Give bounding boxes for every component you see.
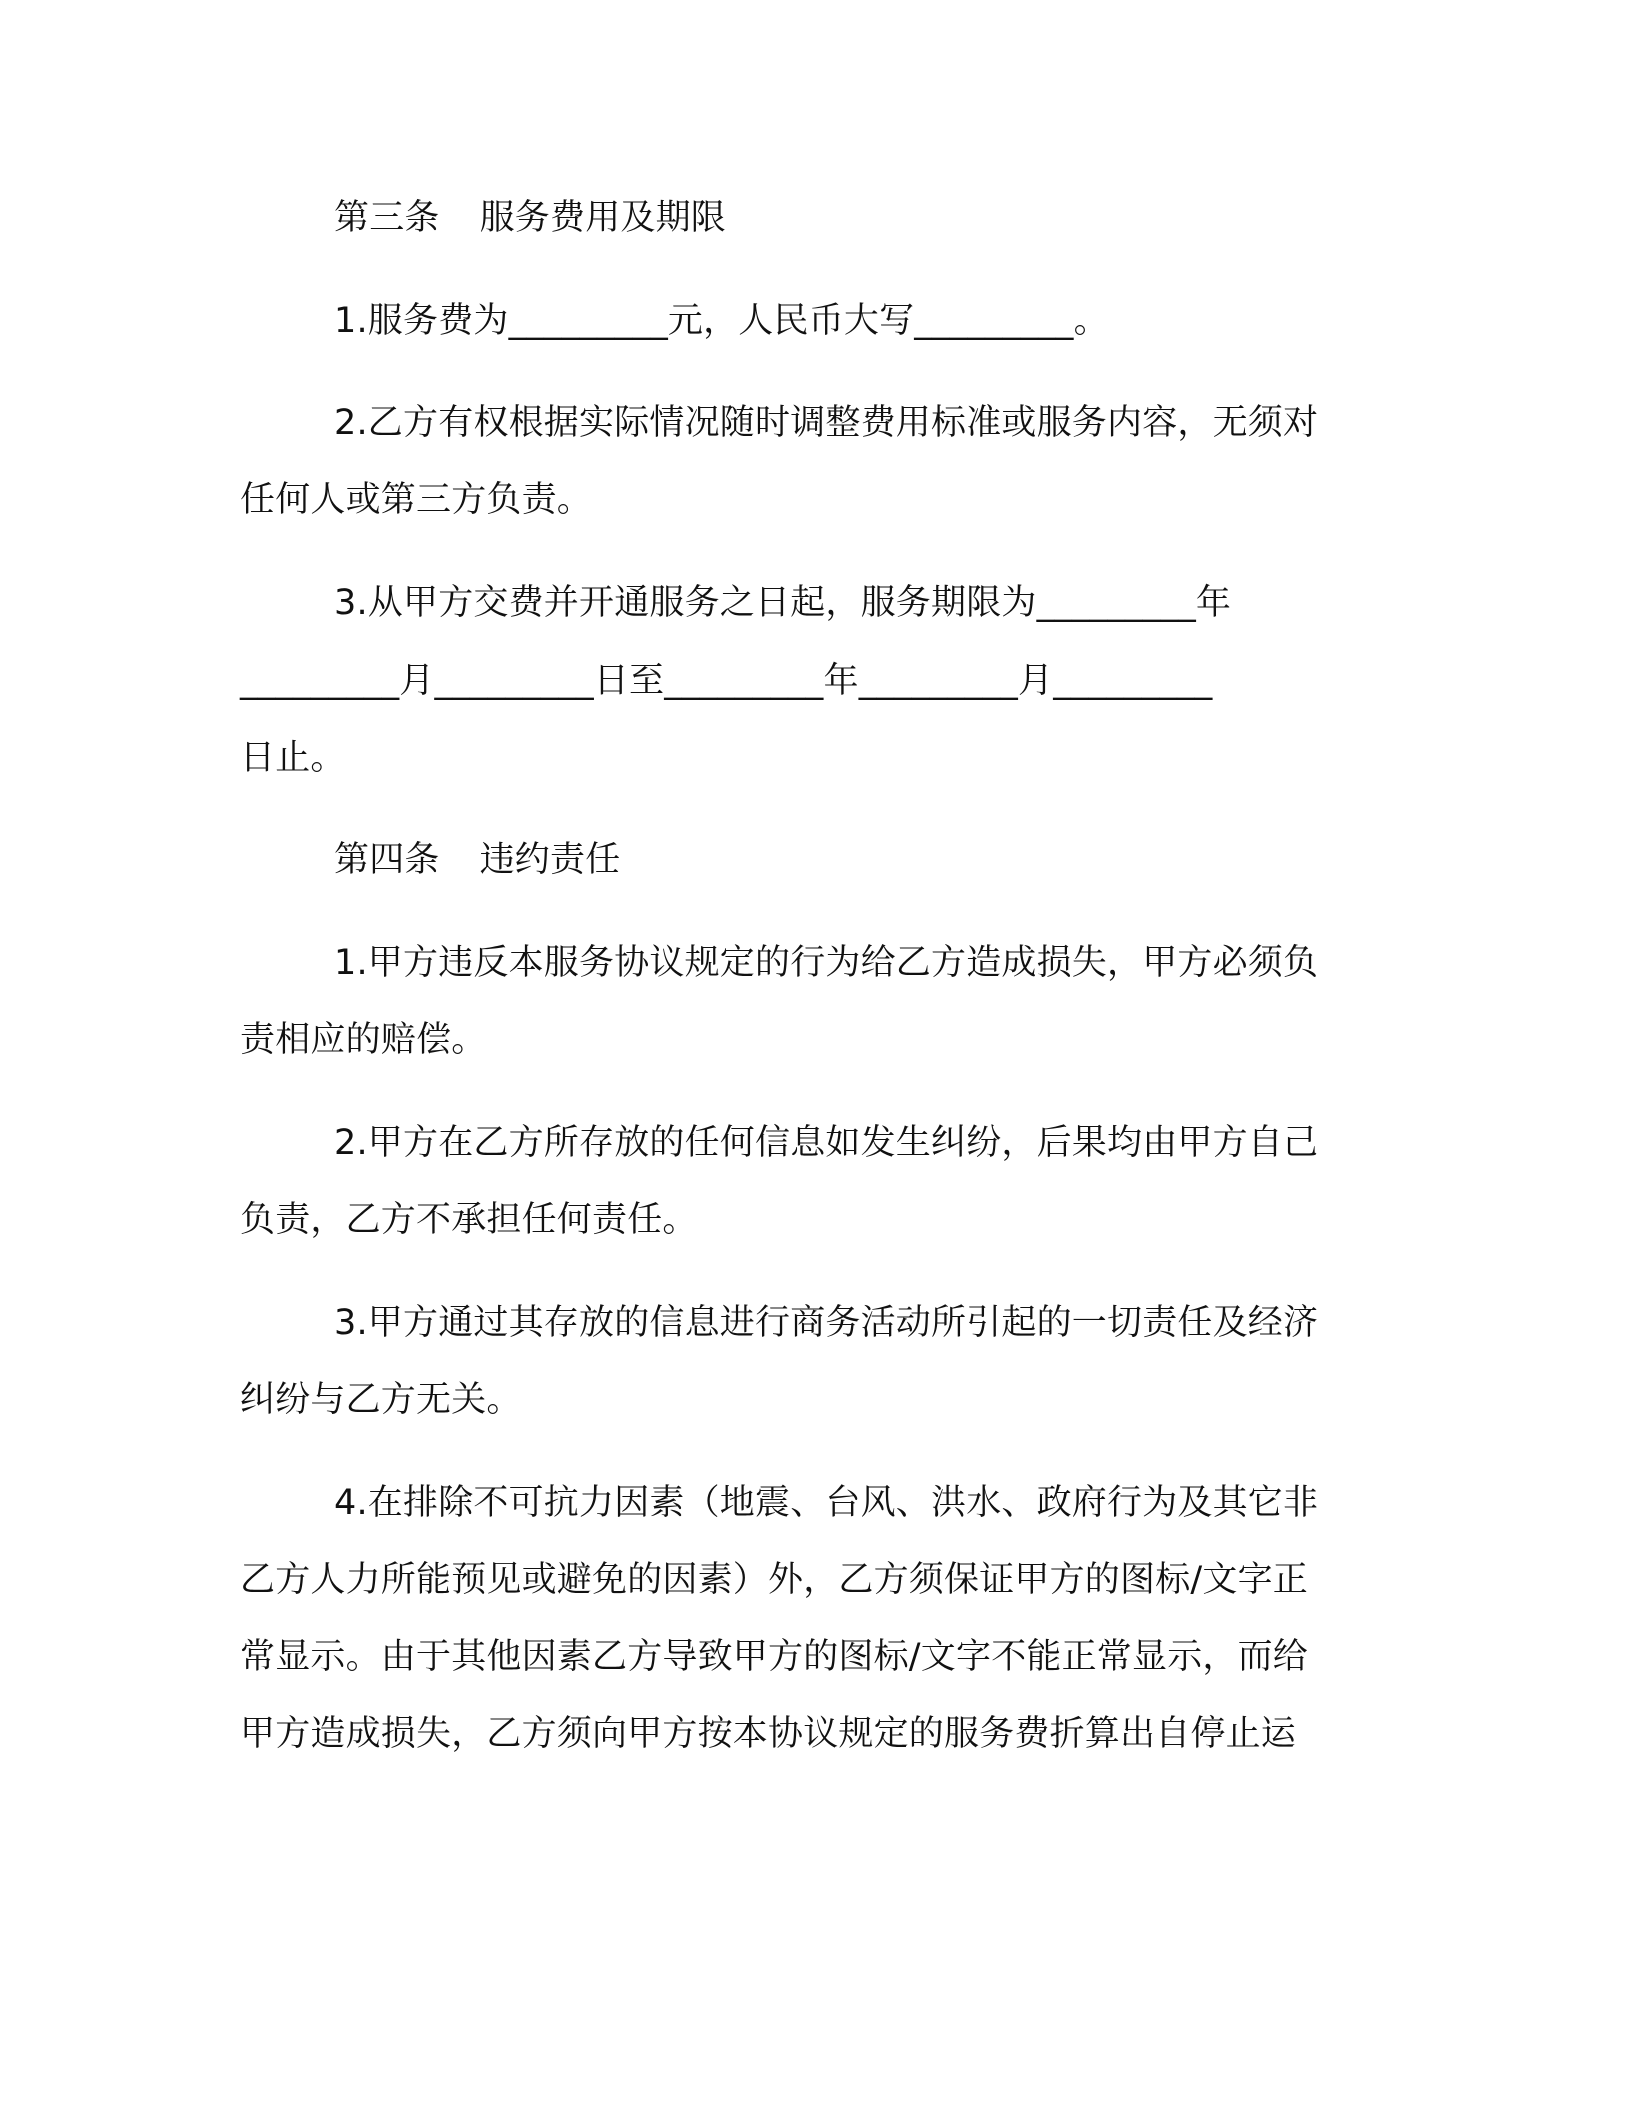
article-4-item-1-line-2: 责相应的赔偿。 <box>240 1020 487 1060</box>
article-4-item-2-line-2: 负责，乙方不承担任何责任。 <box>240 1200 698 1240</box>
article-3-heading <box>334 195 1474 241</box>
article-4-item-3-line-2: 纠纷与乙方无关。 <box>240 1380 522 1420</box>
article-4-heading <box>334 837 1474 883</box>
article-4-item-4-line-1: 4.在排除不可抗力因素（地震、台风、洪水、政府行为及其它非 <box>334 1483 1319 1523</box>
article-3-item-3-line-3: 日止。 <box>240 738 346 778</box>
article-3-item-3-line-2: _________月_________日至_________年_________月_________ <box>240 661 1213 701</box>
article-4-item-4-line-2: 乙方人力所能预见或避免的因素）外，乙方须保证甲方的图标/文字正 <box>240 1560 1308 1600</box>
article-3-item-1: 1.服务费为_________元，人民币大写_________。 <box>334 301 1109 341</box>
article-3-number: 第三条 <box>334 198 440 238</box>
article-3-item-2-line-2: 任何人或第三方负责。 <box>240 480 593 520</box>
article-3-title: 服务费用及期限 <box>479 198 727 238</box>
article-4-item-4-line-3: 常显示。由于其他因素乙方导致甲方的图标/文字不能正常显示，而给 <box>240 1637 1308 1677</box>
article-3-item-2-line-1: 2.乙方有权根据实际情况随时调整费用标准或服务内容，无须对 <box>334 403 1319 443</box>
article-4-item-1-line-1: 1.甲方违反本服务协议规定的行为给乙方造成损失，甲方必须负 <box>334 943 1319 983</box>
article-3-item-3-line-1: 3.从甲方交费并开通服务之日起，服务期限为_________年 <box>334 583 1232 623</box>
article-4-title: 违约责任 <box>479 840 621 880</box>
article-4-item-3-line-1: 3.甲方通过其存放的信息进行商务活动所引起的一切责任及经济 <box>334 1303 1319 1343</box>
article-4-number: 第四条 <box>334 840 440 880</box>
article-4-item-2-line-1: 2.甲方在乙方所存放的任何信息如发生纠纷，后果均由甲方自己 <box>334 1123 1319 1163</box>
article-4-item-4-line-4: 甲方造成损失，乙方须向甲方按本协议规定的服务费折算出自停止运 <box>240 1714 1297 1754</box>
